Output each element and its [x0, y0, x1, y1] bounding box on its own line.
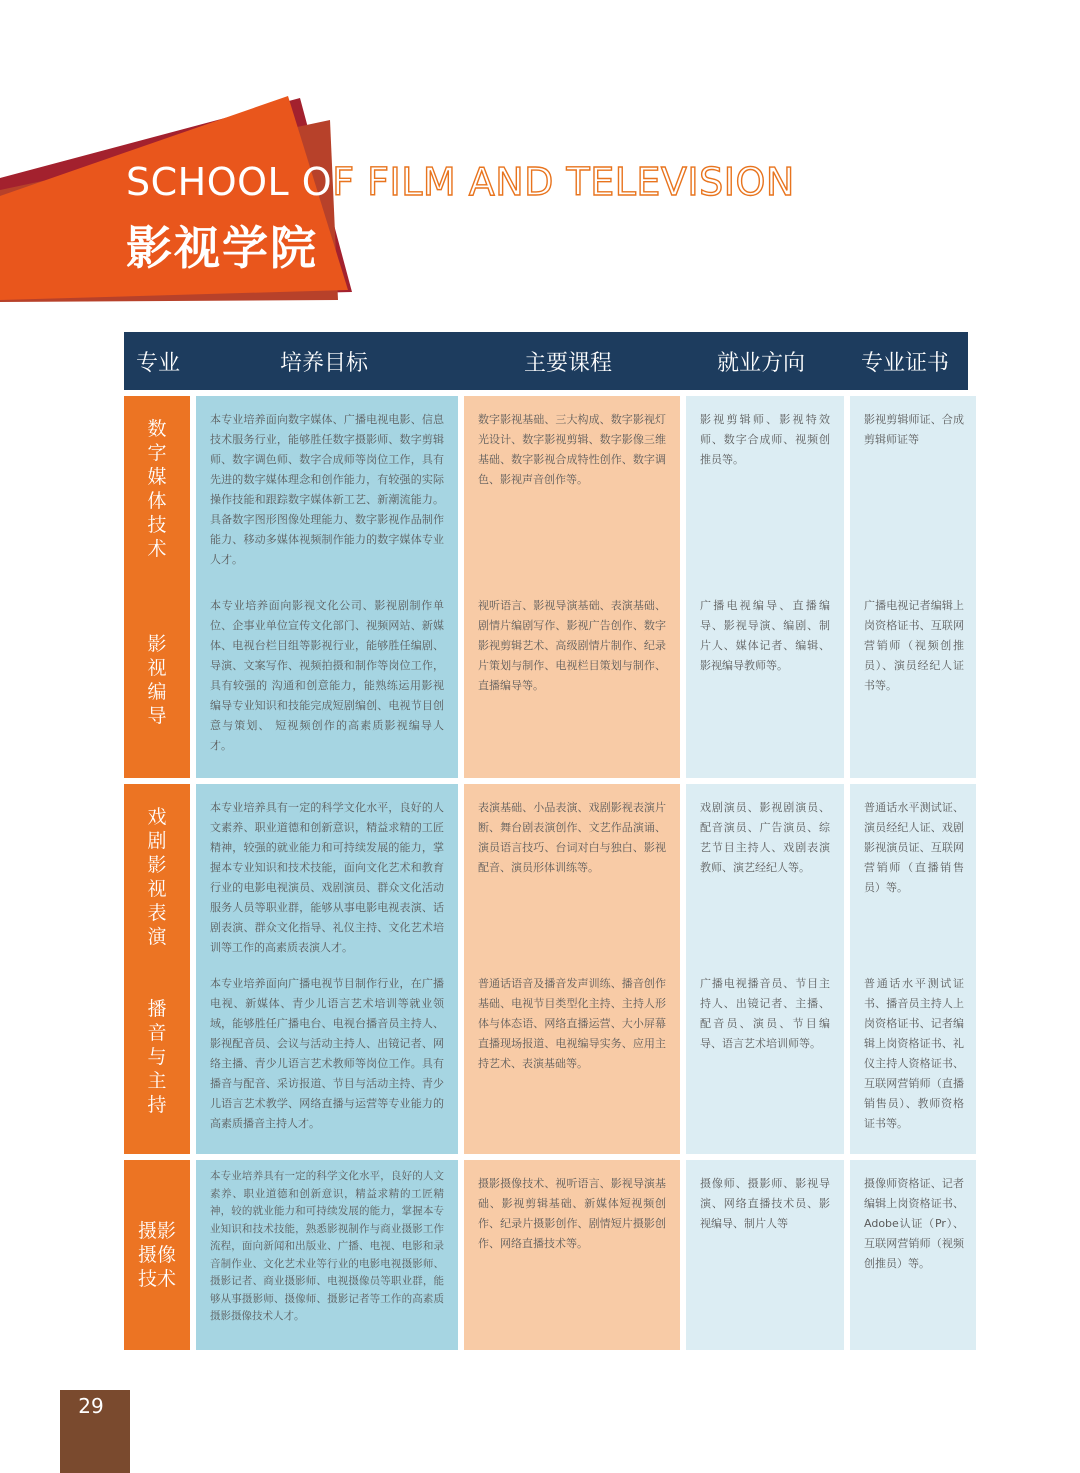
jobs-cell: 戏剧演员、影视剧演员、配音演员、广告演员、综艺节目主持人、戏剧表演教师、演艺经纪人等。: [686, 784, 844, 970]
column-header-goal: 培养目标: [279, 350, 368, 376]
table-header-row: [124, 332, 968, 390]
major-name: 影视编导: [147, 633, 167, 727]
column-header-certs: 专业证书: [860, 350, 949, 376]
table-row: [124, 582, 968, 778]
major-cell: [124, 1160, 190, 1350]
jobs-cell: 影视剪辑师、影视特效师、数字合成师、视频创推员等。: [686, 396, 844, 582]
certs-cell: 摄像师资格证、记者编辑上岗资格证书、Adobe认证（Pr）、互联网营销师（视频创推员）等。: [850, 1160, 976, 1350]
courses-cell: 数字影视基础、三大构成、数字影视灯光设计、数字影视剪辑、数字影像三维基础、数字影视合成特性创作、数字调色、影视声音创作等。: [464, 396, 680, 582]
table-row: [124, 396, 968, 576]
jobs-cell: 广播电视播音员、节目主持人、出镜记者、主播、配音员、演员、节目编导、语言艺术培训师等。: [686, 960, 844, 1154]
goal-cell: 本专业培养面向数字媒体、广播电视电影、信息技术服务行业，能够胜任数字摄影师、数字剪辑师、数字调色师、数字合成师等岗位工作，具有先进的数字媒体理念和创作能力，有较强的实际操作技能和跟踪数字媒体新工艺、新潮流能力。具备数字图形图像处理能力、数字影视作品制作能力、移动多媒体视频制作能力的数字媒体专业人才。: [196, 396, 458, 582]
goal-cell: 本专业培养面向影视文化公司、影视剧制作单位、企事业单位宣传文化部门、视频网站、新媒体、电视台栏目组等影视行业，能够胜任编剧、导演、文案写作、视频拍摄和制作等岗位工作，具有较强的 沟通和创意能力，能熟练运用影视编导专业知识和技能完成短剧编创、电视节目创意与策划、 短视频创作的高素质影视编导人才。: [196, 582, 458, 778]
major-cell: [124, 396, 190, 582]
table-row: [124, 1160, 968, 1350]
column-header-courses: 主要课程: [523, 350, 612, 376]
table-row: [124, 960, 968, 1154]
jobs-cell: 广播电视编导、直播编导、影视导演、编剧、制片人、媒体记者、编辑、影视编导教师等。: [686, 582, 844, 778]
major-name: 数字媒体技术: [147, 418, 167, 560]
school-title-cn: 影视学院: [126, 221, 318, 275]
courses-cell: 摄影摄像技术、视听语言、影视导演基础、影视剪辑基础、新媒体短视频创作、纪录片摄影创作、剧情短片摄影创作、网络直播技术等。: [464, 1160, 680, 1350]
column-header-jobs: 就业方向: [716, 350, 805, 376]
courses-cell: 视听语言、影视导演基础、表演基础、剧情片编剧写作、影视广告创作、数字影视剪辑艺术、高级剧情片制作、纪录片策划与制作、电视栏目策划与制作、直播编导等。: [464, 582, 680, 778]
certs-cell: 普通话水平测试证、演员经纪人证、戏剧影视演员证、互联网营销师（直播销售员）等。: [850, 784, 976, 970]
major-cell: [124, 784, 190, 970]
courses-cell: 普通话语音及播音发声训练、播音创作基础、电视节目类型化主持、主持人形体与体态语、网络直播运营、大小屏幕直播现场报道、电视编导实务、应用主持艺术、表演基础等。: [464, 960, 680, 1154]
major-name: 播音与主持: [147, 998, 167, 1116]
school-title-en: [126, 160, 795, 204]
column-header-major: 专业: [135, 350, 180, 376]
courses-cell: 表演基础、小品表演、戏剧影视表演片断、舞台剧表演创作、文艺作品演诵、演员语言技巧、台词对白与独白、影视配音、演员形体训练等。: [464, 784, 680, 970]
majors-table: [124, 332, 968, 1350]
goal-cell: 本专业培养具有一定的科学文化水平，良好的人文素养、职业道德和创新意识，精益求精的工匠精神，较的就业能力和可持续发展的能力，掌握本专业知识和技术技能，熟悉影视制作与商业摄影工作流程，面向新闻和出版业、广播、电视、电影和录音制作业、文化艺术业等行业的电影电视摄影师、摄影记者、商业摄影师、电视摄像员等职业群，能够从事摄影师、摄像师、摄影记者等工作的高素质摄影摄像技术人才。: [196, 1160, 458, 1350]
jobs-cell: 摄像师、摄影师、影视导演、网络直播技术员、影视编导、制片人等: [686, 1160, 844, 1350]
school-title-en-part2: F FILM AND TELEVISION: [332, 160, 795, 204]
goal-cell: 本专业培养具有一定的科学文化水平，良好的人文素养、职业道德和创新意识，精益求精的工匠精神，较强的就业能力和可持续发展的能力，掌握本专业知识和技术技能，面向文化艺术和教育行业的电影电视演员、戏剧演员、群众文化活动服务人员等职业群，能够从事电影电视表演、话剧表演、群众文化指导、礼仪主持、文化艺术培训等工作的高素质表演人才。: [196, 784, 458, 970]
goal-cell: 本专业培养面向广播电视节目制作行业，在广播电视、新媒体、青少儿语言艺术培训等就业领域，能够胜任广播电台、电视台播音员主持人、影视配音员、会议与活动主持人、出镜记者、网络主播、青少儿语言艺术教师等岗位工作。具有播音与配音、采访报道、节目与活动主持、青少儿语言艺术教学、网络直播与运营等专业能力的高素质播音主持人才。: [196, 960, 458, 1154]
major-name: 摄影摄像技术: [137, 1220, 176, 1290]
certs-cell: 影视剪辑师证、合成剪辑师证等: [850, 396, 976, 582]
school-title-en-part1: SCHOOL O: [126, 160, 333, 204]
table-row: [124, 784, 968, 954]
certs-cell: 广播电视记者编辑上岗资格证书、互联网营销师（视频创推员）、演员经纪人证书等。: [850, 582, 976, 778]
certs-cell: 普通话水平测试证书、播音员主持人上岗资格证书、记者编辑上岗资格证书、礼仪主持人资格证书、互联网营销师（直播销售员）、教师资格证书等。: [850, 960, 976, 1154]
major-name: 戏剧影视表演: [147, 806, 167, 948]
major-cell: [124, 582, 190, 778]
major-cell: [124, 960, 190, 1154]
page-number: 29: [78, 1394, 104, 1418]
